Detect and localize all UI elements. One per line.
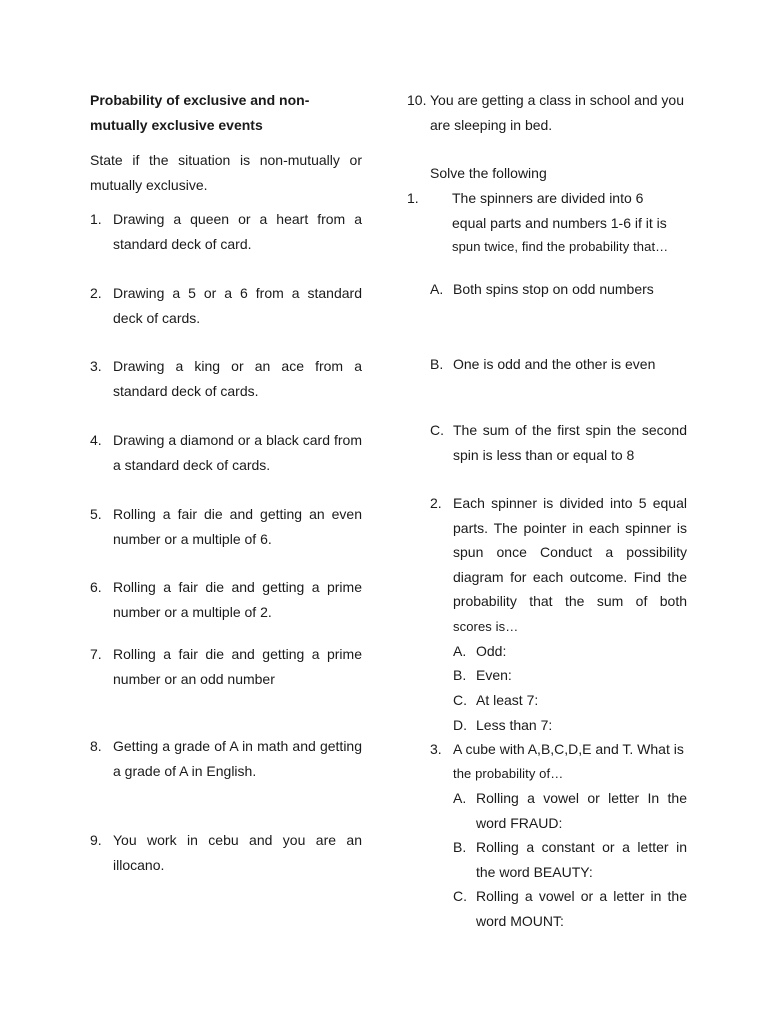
option-text: Both spins stop on odd numbers xyxy=(453,281,654,297)
item-number: 1. xyxy=(90,211,102,227)
question xyxy=(407,186,687,260)
question-text-tail: scores is… xyxy=(453,619,519,634)
list-item xyxy=(407,88,687,137)
item-text: Rolling a fair die and getting a prime number or an odd number xyxy=(113,646,362,687)
item-text: Rolling a fair die and getting a prime number or a multiple of 2. xyxy=(113,579,362,620)
option-label: D. xyxy=(453,717,467,733)
option-label: B. xyxy=(430,356,444,372)
question-text-line: A cube with A,B,C,D,E and T. What is xyxy=(453,741,684,757)
section-heading: Solve the following xyxy=(430,165,547,181)
option xyxy=(453,663,687,688)
option-text: At least 7: xyxy=(476,692,539,708)
option xyxy=(453,713,687,738)
list-item xyxy=(90,502,362,551)
option-label: B. xyxy=(453,667,467,683)
list-item xyxy=(90,428,362,477)
item-number: 10. xyxy=(407,92,427,108)
item-number: 8. xyxy=(90,738,102,754)
option xyxy=(453,786,687,835)
option-text: One is odd and the other is even xyxy=(453,356,656,372)
item-text: Drawing a queen or a heart from a standard deck of card. xyxy=(113,211,362,252)
option-text: The sum of the first spin the second spin is less than or equal to 8 xyxy=(453,422,687,463)
option-text: Rolling a vowel or a letter in the word MOUNT: xyxy=(476,888,687,929)
option-text: Rolling a constant or a letter in the word BEAUTY: xyxy=(476,839,687,880)
question xyxy=(430,491,687,614)
list-item xyxy=(90,734,362,783)
item-number: 3. xyxy=(90,358,102,374)
list-item xyxy=(90,281,362,330)
item-text: You work in cebu and you are an illocano. xyxy=(113,832,362,873)
option-text: Even: xyxy=(476,667,512,683)
option-label: C. xyxy=(453,888,467,904)
question-text: Each spinner is divided into 5 equal parts. The pointer in each spinner is spun once Conduct a possibility diagram for each outcome. Find the probability that the sum of both xyxy=(453,495,687,609)
question-text-line: The spinners are divided into 6 xyxy=(452,190,644,206)
item-number: 6. xyxy=(90,579,102,595)
option xyxy=(430,277,687,302)
item-number: 7. xyxy=(90,646,102,662)
question-text-line: equal parts and numbers 1-6 if it is xyxy=(452,214,667,231)
option-text: Odd: xyxy=(476,643,507,659)
list-item xyxy=(90,207,362,256)
item-text: You are getting a class in school and you are sleeping in bed. xyxy=(430,92,684,133)
option-text: Less than 7: xyxy=(476,717,553,733)
instruction-text: State if the situation is non-mutually or mutually exclusive. xyxy=(90,152,362,193)
item-text: Drawing a 5 or a 6 from a standard deck of cards. xyxy=(113,285,362,326)
item-number: 2. xyxy=(90,285,102,301)
item-number: 5. xyxy=(90,506,102,522)
option-label: A. xyxy=(453,643,467,659)
option-label: B. xyxy=(453,839,467,855)
worksheet-title: Probability of exclusive and non-mutually exclusive events xyxy=(90,92,310,133)
option-text: Rolling a vowel or letter In the word FRAUD: xyxy=(476,790,687,831)
option xyxy=(430,418,687,467)
question-text-line: spun twice, find the probability that… xyxy=(452,239,669,254)
item-text: Drawing a diamond or a black card from a standard deck of cards. xyxy=(113,432,362,473)
question xyxy=(430,737,687,762)
question-text-line: the probability of… xyxy=(453,766,564,781)
list-item xyxy=(90,828,362,877)
item-text: Rolling a fair die and getting an even number or a multiple of 6. xyxy=(113,506,362,547)
option xyxy=(430,352,687,377)
list-item xyxy=(90,642,362,691)
option xyxy=(453,688,687,713)
option xyxy=(453,835,687,884)
option-label: A. xyxy=(453,790,467,806)
item-number: 4. xyxy=(90,432,102,448)
list-item xyxy=(90,354,362,403)
question-number: 3. xyxy=(430,741,442,757)
option-label: C. xyxy=(453,692,467,708)
item-text: Getting a grade of A in math and getting a grade of A in English. xyxy=(113,738,362,779)
item-number: 9. xyxy=(90,832,102,848)
option-label: A. xyxy=(430,281,444,297)
option xyxy=(453,639,687,664)
item-text: Drawing a king or an ace from a standard deck of cards. xyxy=(113,358,362,399)
question-number: 1. xyxy=(407,190,419,206)
option-label: C. xyxy=(430,422,444,438)
question-number: 2. xyxy=(430,495,442,511)
option xyxy=(453,884,687,933)
list-item xyxy=(90,575,362,624)
